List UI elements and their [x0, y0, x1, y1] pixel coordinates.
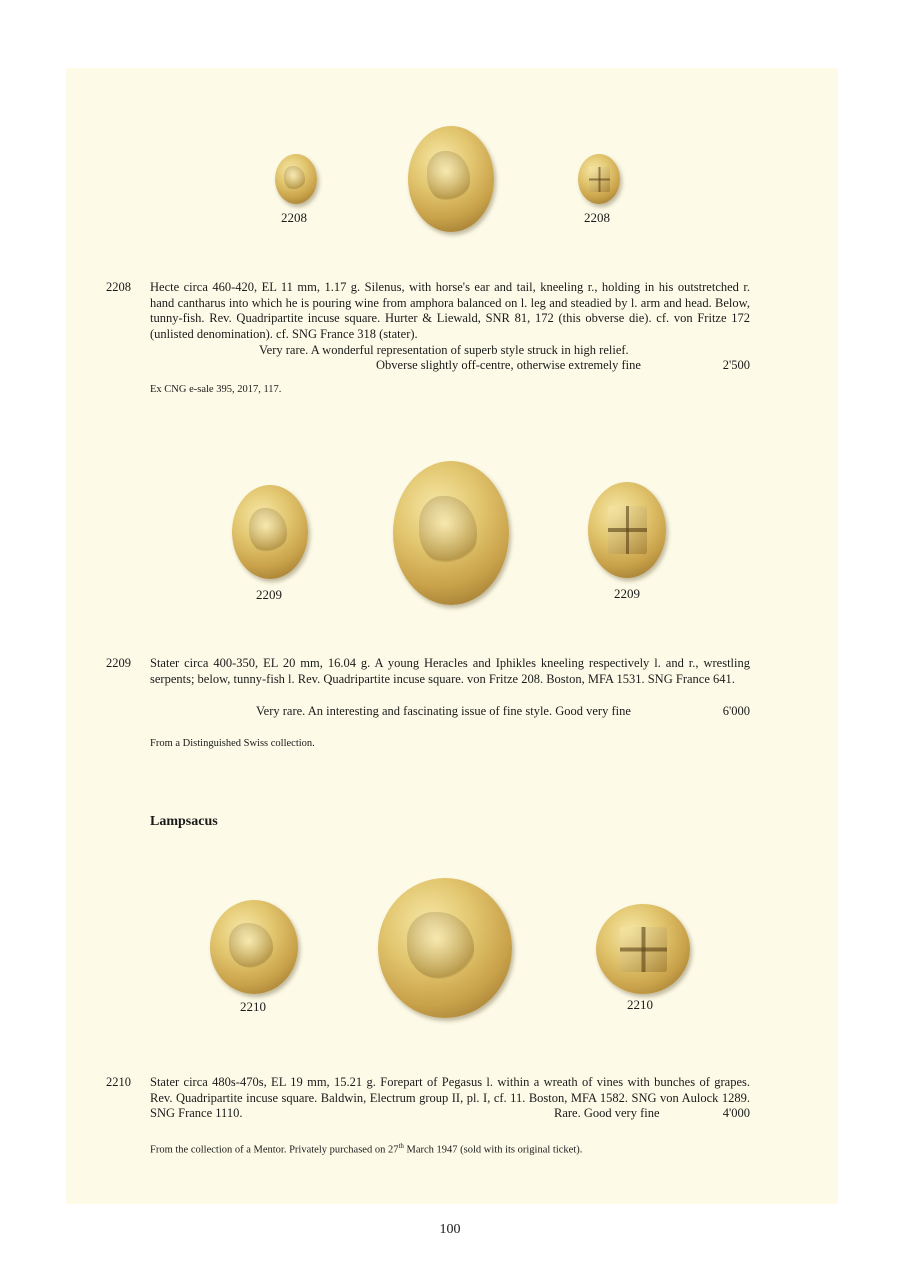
coin-2208-obverse-small: [275, 154, 317, 204]
lot-condition-2208-line1: Very rare. A wonderful representation of superb style struck in high relief.: [259, 343, 629, 357]
coin-label-2209-reverse: 2209: [614, 586, 640, 601]
coin-2209-reverse-small: [588, 482, 666, 578]
lot-condition-2209: Very rare. An interesting and fascinating issue of fine style. Good very fine: [256, 704, 631, 718]
lot-description-2209: Stater circa 400-350, EL 20 mm, 16.04 g. A young Heracles and Iphikles kneeling respectively l. and r., wrestling serpents; below, tunny-fish l. Rev. Quadripartite incuse square. von Fritze 208. Boston, MFA 1531. SNG France 641.: [150, 656, 750, 686]
lot-number-2208: 2208: [106, 280, 131, 294]
lot-provenance-2210: [150, 1142, 582, 1156]
lot-price-2209: 6'000: [722, 704, 750, 718]
section-heading: Lampsacus: [150, 814, 218, 829]
lot-description-2208: Hecte circa 460-420, EL 11 mm, 1.17 g. Silenus, with horse's ear and tail, kneeling r., holding in his outstretched r. hand cantharus into which he is pouring wine from amphora balanced on l. leg and steadied by l. arm and head. Below, tunny-fish. Rev. Quadripartite incuse square. Hurter & Liewald, SNR 81, 172 (this obverse die). cf. von Fritze 172 (unlisted denomination). cf. SNG France 318 (stater).: [150, 280, 750, 341]
coin-2209-obverse-small: [232, 485, 308, 579]
lot-condition-2208-line2: Obverse slightly off-centre, otherwise extremely fine: [376, 358, 641, 372]
coin-label-2208-obverse: 2208: [281, 210, 307, 225]
coin-2210-obverse-small: [210, 900, 298, 994]
coin-label-2209-obverse: 2209: [256, 587, 282, 602]
provenance-superscript: th: [398, 1142, 404, 1150]
provenance-text-start: From the collection of a Mentor. Privately purchased on 27: [150, 1144, 399, 1156]
coin-label-2210-obverse: 2210: [240, 999, 266, 1014]
coin-2208-obverse-enlarged: [408, 126, 494, 232]
coin-2210-obverse-enlarged: [378, 878, 512, 1018]
lot-price-2210: 4'000: [715, 1106, 750, 1121]
catalogue-page-panel: [66, 68, 838, 1204]
coin-2210-reverse-small: [596, 904, 690, 994]
provenance-text-end: March 1947 (sold with its original ticket).: [403, 1144, 583, 1156]
lot-number-2210: 2210: [106, 1075, 131, 1089]
lot-provenance-2209: From a Distinguished Swiss collection.: [150, 738, 315, 749]
lot-provenance-2208: Ex CNG e-sale 395, 2017, 117.: [150, 384, 282, 395]
coin-2209-obverse-enlarged: [393, 461, 509, 605]
lot-number-2209: 2209: [106, 656, 131, 670]
coin-label-2208-reverse: 2208: [584, 210, 610, 225]
lot-price-2208: 2'500: [722, 358, 750, 372]
page-number: 100: [439, 1222, 461, 1237]
lot-condition-2210: Rare. Good very fine: [550, 1106, 660, 1121]
coin-label-2210-reverse: 2210: [627, 997, 653, 1012]
lot-description-2210: Stater circa 480s-470s, EL 19 mm, 15.21 g. Forepart of Pegasus l. within a wreath of vines with bunches of grapes. Rev. Quadripartite incuse square. Baldwin, Electrum group II, pl. I, cf. 11. Boston, MFA 1582. SNG von Aulock 1289. SNG France 1110.: [150, 1075, 750, 1120]
coin-2208-reverse-small: [578, 154, 620, 204]
